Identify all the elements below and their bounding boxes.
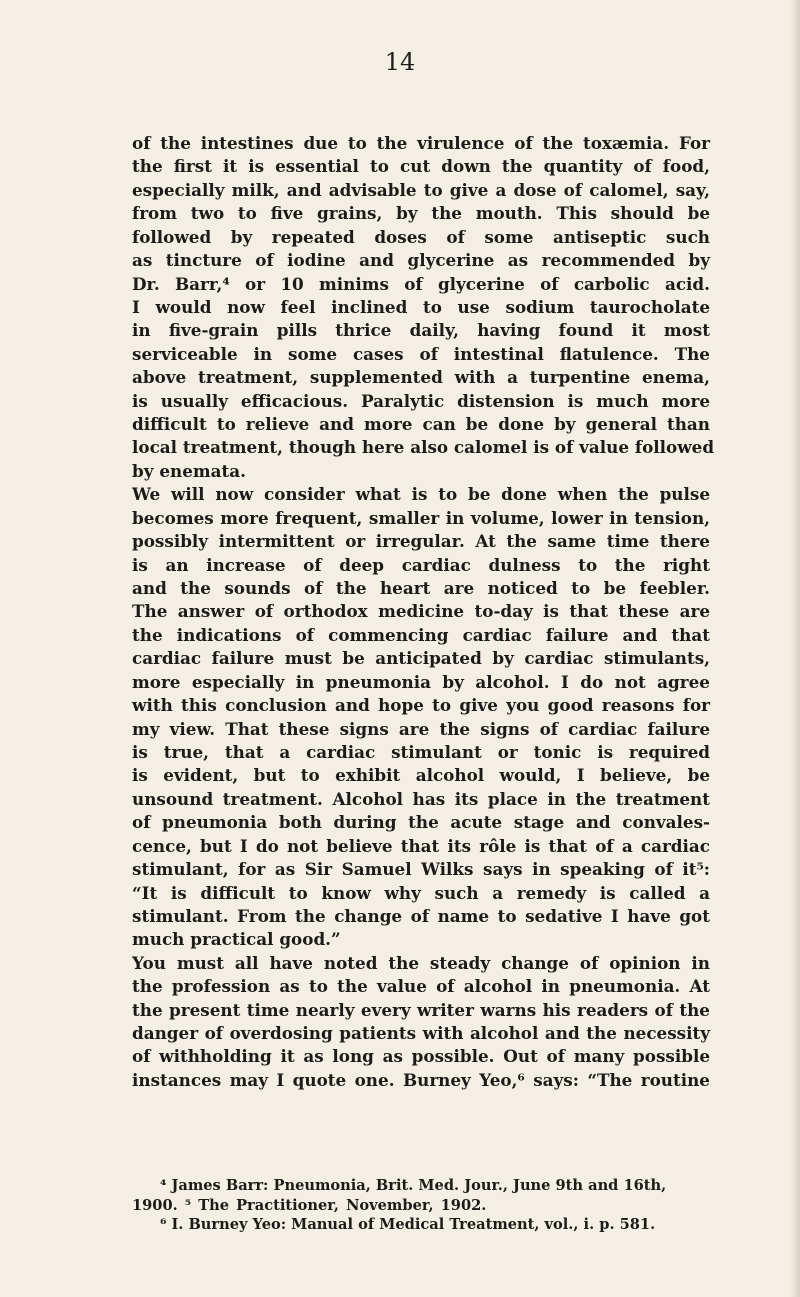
text-line: serviceable in some cases of intestinal flatulence. The — [132, 343, 710, 364]
text-line: stimulant. From the change of name to sedative I have got — [132, 905, 710, 926]
text-line: local treatment, though here also calomel is of value followed — [132, 437, 715, 458]
text-line: stimulant, for as Sir Samuel Wilks says in speaking of it⁵: — [132, 859, 710, 880]
text-line: unsound treatment. Alcohol has its place in the treatment — [132, 788, 710, 809]
text-line: from two to five grains, by the mouth. This should be — [132, 203, 710, 224]
text-line: the first it is essential to cut down the quantity of food, — [132, 156, 710, 177]
text-line: the present time nearly every writer warns his readers of the — [132, 999, 710, 1020]
text-line: difficult to relieve and more can be done by general than — [132, 414, 710, 435]
text-line: cardiac failure must be anticipated by cardiac stimulants, — [132, 648, 710, 669]
text-line: The answer of orthodox medicine to-day is that these are — [132, 601, 710, 622]
text-line: I would now feel inclined to use sodium taurocholate — [132, 296, 710, 317]
text-line: of pneumonia both during the acute stage and convales- — [132, 812, 710, 833]
text-line: more especially in pneumonia by alcohol. I do not agree — [132, 671, 710, 692]
text-line: of withholding it as long as possible. Out of many possible — [132, 1046, 710, 1067]
text-line: instances may I quote one. Burney Yeo,⁶ says: “The routine — [132, 1069, 710, 1090]
text-line: possibly intermittent or irregular. At the same time there — [132, 531, 710, 552]
text-line: You must all have noted the steady change of opinion in — [132, 952, 710, 973]
text-line: followed by repeated doses of some antiseptic such — [132, 226, 710, 247]
footnote: ⁶ I. Burney Yeo: Manual of Medical Treatment, vol., i. p. 581. — [160, 1216, 656, 1233]
text-line: the profession as to the value of alcohol in pneumonia. At — [132, 976, 710, 997]
text-line: is true, that a cardiac stimulant or tonic is required — [132, 741, 710, 762]
page-edge-shadow — [790, 0, 800, 1297]
footnote: 1900. ⁵ The Practitioner, November, 1902. — [132, 1196, 487, 1214]
footnote: ⁴ James Barr: Pneumonia, Brit. Med. Jour., June 9th and 16th, — [160, 1177, 667, 1194]
text-line: is an increase of deep cardiac dulness to the right — [132, 554, 710, 575]
text-line: is evident, but to exhibit alcohol would, I believe, be — [132, 765, 710, 786]
footnotes — [132, 1176, 710, 1235]
text-line: much practical good.” — [132, 929, 341, 950]
text-line: cence, but I do not believe that its rôle is that of a cardiac — [132, 835, 710, 856]
text-line: the indications of commencing cardiac failure and that — [132, 624, 710, 645]
body-text — [132, 132, 715, 1092]
text-line: above treatment, supplemented with a turpentine enema, — [132, 367, 710, 388]
text-line: with this conclusion and hope to give you good reasons for — [132, 695, 710, 716]
text-line: “It is difficult to know why such a remedy is called a — [132, 882, 710, 903]
text-line: especially milk, and advisable to give a dose of calomel, say, — [132, 179, 710, 200]
page-number: 14 — [384, 48, 416, 76]
text-line: and the sounds of the heart are noticed to be feebler. — [132, 578, 710, 599]
text-line: as tincture of iodine and glycerine as recommended by — [132, 250, 710, 271]
text-line: in five-grain pills thrice daily, having found it most — [132, 320, 710, 341]
text-line: by enemata. — [132, 460, 246, 481]
text-line: Dr. Barr,⁴ or 10 minims of glycerine of carbolic acid. — [132, 273, 710, 294]
text-line: my view. That these signs are the signs of cardiac failure — [132, 718, 710, 739]
text-line: We will now consider what is to be done when the pulse — [132, 484, 710, 505]
text-line: danger of overdosing patients with alcohol and the necessity — [132, 1023, 710, 1044]
text-line: of the intestines due to the virulence of the toxæmia. For — [132, 133, 710, 153]
text-line: becomes more frequent, smaller in volume, lower in tension, — [132, 507, 710, 528]
text-line: is usually efficacious. Paralytic distension is much more — [132, 390, 710, 411]
